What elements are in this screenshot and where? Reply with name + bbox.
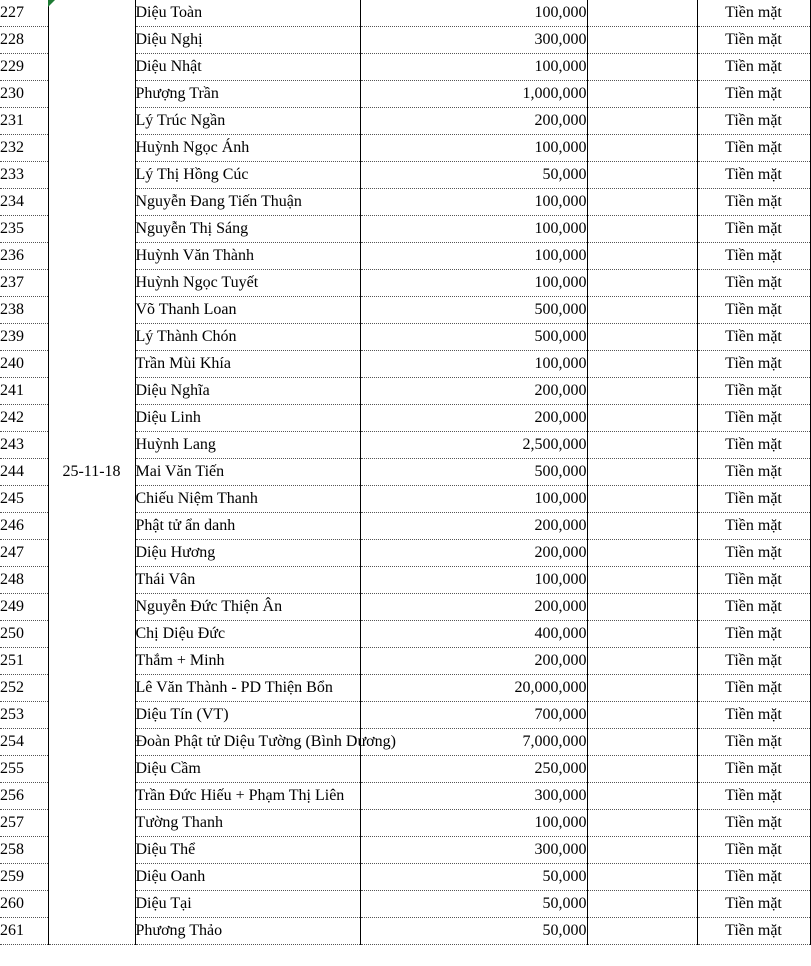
row-number-cell[interactable]: 233 [0,162,48,189]
payment-method-cell[interactable]: Tiền mặt [697,729,810,756]
payment-method-cell[interactable]: Tiền mặt [697,270,810,297]
payment-method-cell[interactable]: Tiền mặt [697,486,810,513]
empty-cell[interactable] [587,513,697,540]
donor-name-cell[interactable]: Huỳnh Văn Thành [135,243,360,270]
payment-method-cell[interactable]: Tiền mặt [697,540,810,567]
payment-method-cell[interactable]: Tiền mặt [697,108,810,135]
payment-method-cell[interactable]: Tiền mặt [697,54,810,81]
donor-name-cell[interactable]: Diệu Nghĩa [135,378,360,405]
amount-cell[interactable]: 2,500,000 [360,432,587,459]
amount-cell[interactable]: 7,000,000 [360,729,587,756]
amount-cell[interactable]: 200,000 [360,378,587,405]
payment-method-cell[interactable]: Tiền mặt [697,162,810,189]
donor-name-cell[interactable]: Lý Trúc Ngần [135,108,360,135]
row-number-cell[interactable]: 257 [0,810,48,837]
amount-cell[interactable]: 50,000 [360,891,587,918]
row-number-cell[interactable]: 232 [0,135,48,162]
empty-cell[interactable] [587,108,697,135]
amount-cell[interactable]: 100,000 [360,0,587,27]
empty-cell[interactable] [587,216,697,243]
amount-cell[interactable]: 100,000 [360,567,587,594]
donor-name-cell[interactable]: Nguyễn Thị Sáng [135,216,360,243]
payment-method-cell[interactable]: Tiền mặt [697,27,810,54]
donor-name-cell[interactable]: Tường Thanh [135,810,360,837]
donor-name-cell[interactable]: Lê Văn Thành - PD Thiện Bổn [135,675,360,702]
amount-cell[interactable]: 20,000,000 [360,675,587,702]
donor-name-cell[interactable]: Diệu Hương [135,540,360,567]
donor-name-cell[interactable]: Mai Văn Tiến [135,459,360,486]
empty-cell[interactable] [587,702,697,729]
payment-method-cell[interactable]: Tiền mặt [697,243,810,270]
donor-name-cell[interactable]: Lý Thị Hồng Cúc [135,162,360,189]
amount-cell[interactable]: 200,000 [360,648,587,675]
amount-cell[interactable]: 100,000 [360,243,587,270]
donor-name-cell[interactable]: Thắm + Minh [135,648,360,675]
row-number-cell[interactable]: 261 [0,918,48,945]
donor-name-cell[interactable]: Diệu Nhật [135,54,360,81]
donor-name-cell[interactable]: Diệu Toàn [135,0,360,27]
payment-method-cell[interactable]: Tiền mặt [697,297,810,324]
empty-cell[interactable] [587,135,697,162]
empty-cell[interactable] [587,297,697,324]
amount-cell[interactable]: 200,000 [360,594,587,621]
donor-name-cell[interactable]: Đoàn Phật tử Diệu Tường (Bình Dương) [135,729,360,756]
donor-name-cell[interactable]: Trần Đức Hiếu + Phạm Thị Liên [135,783,360,810]
payment-method-cell[interactable]: Tiền mặt [697,810,810,837]
donor-name-cell[interactable]: Diệu Tại [135,891,360,918]
row-number-cell[interactable]: 243 [0,432,48,459]
donor-name-cell[interactable]: Diệu Thể [135,837,360,864]
payment-method-cell[interactable]: Tiền mặt [697,702,810,729]
payment-method-cell[interactable]: Tiền mặt [697,783,810,810]
empty-cell[interactable] [587,324,697,351]
donor-name-cell[interactable]: Thái Vân [135,567,360,594]
empty-cell[interactable] [587,675,697,702]
donor-name-cell[interactable]: Chiếu Niệm Thanh [135,486,360,513]
empty-cell[interactable] [587,756,697,783]
donor-name-cell[interactable]: Phật tử ẩn danh [135,513,360,540]
payment-method-cell[interactable]: Tiền mặt [697,621,810,648]
row-number-cell[interactable]: 250 [0,621,48,648]
empty-cell[interactable] [587,783,697,810]
row-number-cell[interactable]: 239 [0,324,48,351]
empty-cell[interactable] [587,189,697,216]
amount-cell[interactable]: 100,000 [360,216,587,243]
empty-cell[interactable] [587,918,697,945]
row-number-cell[interactable]: 247 [0,540,48,567]
donor-name-cell[interactable]: Diệu Oanh [135,864,360,891]
empty-cell[interactable] [587,864,697,891]
row-number-cell[interactable]: 229 [0,54,48,81]
row-number-cell[interactable]: 228 [0,27,48,54]
row-number-cell[interactable]: 237 [0,270,48,297]
amount-cell[interactable]: 500,000 [360,459,587,486]
empty-cell[interactable] [587,351,697,378]
donor-name-cell[interactable]: Diệu Nghị [135,27,360,54]
row-number-cell[interactable]: 260 [0,891,48,918]
payment-method-cell[interactable]: Tiền mặt [697,513,810,540]
row-number-cell[interactable]: 242 [0,405,48,432]
amount-cell[interactable]: 300,000 [360,837,587,864]
amount-cell[interactable]: 1,000,000 [360,81,587,108]
row-number-cell[interactable]: 240 [0,351,48,378]
empty-cell[interactable] [587,891,697,918]
payment-method-cell[interactable]: Tiền mặt [697,432,810,459]
row-number-cell[interactable]: 231 [0,108,48,135]
donor-name-cell[interactable]: Nguyễn Đang Tiến Thuận [135,189,360,216]
empty-cell[interactable] [587,54,697,81]
payment-method-cell[interactable]: Tiền mặt [697,891,810,918]
row-number-cell[interactable]: 238 [0,297,48,324]
amount-cell[interactable]: 100,000 [360,54,587,81]
empty-cell[interactable] [587,594,697,621]
payment-method-cell[interactable]: Tiền mặt [697,324,810,351]
donor-name-cell[interactable]: Huỳnh Ngọc Tuyết [135,270,360,297]
date-merged-cell[interactable]: 25-11-18 [48,0,135,945]
empty-cell[interactable] [587,648,697,675]
donor-name-cell[interactable]: Huỳnh Ngọc Ánh [135,135,360,162]
amount-cell[interactable]: 200,000 [360,108,587,135]
donor-name-cell[interactable]: Diệu Tín (VT) [135,702,360,729]
empty-cell[interactable] [587,729,697,756]
empty-cell[interactable] [587,405,697,432]
amount-cell[interactable]: 50,000 [360,918,587,945]
donor-name-cell[interactable]: Nguyễn Đức Thiện Ân [135,594,360,621]
amount-cell[interactable]: 300,000 [360,783,587,810]
row-number-cell[interactable]: 255 [0,756,48,783]
payment-method-cell[interactable]: Tiền mặt [697,405,810,432]
payment-method-cell[interactable]: Tiền mặt [697,135,810,162]
empty-cell[interactable] [587,567,697,594]
amount-cell[interactable]: 250,000 [360,756,587,783]
payment-method-cell[interactable]: Tiền mặt [697,378,810,405]
payment-method-cell[interactable]: Tiền mặt [697,594,810,621]
empty-cell[interactable] [587,0,697,27]
donor-name-cell[interactable]: Diệu Linh [135,405,360,432]
donor-name-cell[interactable]: Diệu Cầm [135,756,360,783]
amount-cell[interactable]: 200,000 [360,405,587,432]
row-number-cell[interactable]: 244 [0,459,48,486]
empty-cell[interactable] [587,162,697,189]
empty-cell[interactable] [587,432,697,459]
payment-method-cell[interactable]: Tiền mặt [697,648,810,675]
empty-cell[interactable] [587,459,697,486]
amount-cell[interactable]: 400,000 [360,621,587,648]
payment-method-cell[interactable]: Tiền mặt [697,216,810,243]
donor-name-cell[interactable]: Lý Thành Chón [135,324,360,351]
payment-method-cell[interactable]: Tiền mặt [697,189,810,216]
row-number-cell[interactable]: 251 [0,648,48,675]
payment-method-cell[interactable]: Tiền mặt [697,675,810,702]
row-number-cell[interactable]: 234 [0,189,48,216]
empty-cell[interactable] [587,540,697,567]
donor-name-cell[interactable]: Võ Thanh Loan [135,297,360,324]
amount-cell[interactable]: 100,000 [360,810,587,837]
payment-method-cell[interactable]: Tiền mặt [697,81,810,108]
amount-cell[interactable]: 100,000 [360,351,587,378]
payment-method-cell[interactable]: Tiền mặt [697,864,810,891]
row-number-cell[interactable]: 227 [0,0,48,27]
amount-cell[interactable]: 50,000 [360,162,587,189]
row-number-cell[interactable]: 246 [0,513,48,540]
payment-method-cell[interactable]: Tiền mặt [697,918,810,945]
empty-cell[interactable] [587,243,697,270]
row-number-cell[interactable]: 245 [0,486,48,513]
empty-cell[interactable] [587,810,697,837]
empty-cell[interactable] [587,27,697,54]
row-number-cell[interactable]: 258 [0,837,48,864]
donor-name-cell[interactable]: Huỳnh Lang [135,432,360,459]
amount-cell[interactable]: 200,000 [360,540,587,567]
amount-cell[interactable]: 50,000 [360,864,587,891]
amount-cell[interactable]: 100,000 [360,270,587,297]
payment-method-cell[interactable]: Tiền mặt [697,837,810,864]
payment-method-cell[interactable]: Tiền mặt [697,756,810,783]
row-number-cell[interactable]: 253 [0,702,48,729]
row-number-cell[interactable]: 259 [0,864,48,891]
empty-cell[interactable] [587,486,697,513]
donor-name-cell[interactable]: Phương Thảo [135,918,360,945]
donor-name-cell[interactable]: Trần Mùi Khía [135,351,360,378]
amount-cell[interactable]: 700,000 [360,702,587,729]
row-number-cell[interactable]: 241 [0,378,48,405]
empty-cell[interactable] [587,81,697,108]
amount-cell[interactable]: 100,000 [360,189,587,216]
amount-cell[interactable]: 100,000 [360,486,587,513]
row-number-cell[interactable]: 248 [0,567,48,594]
amount-cell[interactable]: 100,000 [360,135,587,162]
amount-cell[interactable]: 500,000 [360,297,587,324]
amount-cell[interactable]: 200,000 [360,513,587,540]
payment-method-cell[interactable]: Tiền mặt [697,567,810,594]
table-row[interactable] [0,0,810,27]
cell-comment-marker [48,0,55,7]
empty-cell[interactable] [587,621,697,648]
amount-cell[interactable]: 300,000 [360,27,587,54]
donor-name-cell[interactable]: Chị Diệu Đức [135,621,360,648]
row-number-cell[interactable]: 249 [0,594,48,621]
row-number-cell[interactable]: 236 [0,243,48,270]
payment-method-cell[interactable]: Tiền mặt [697,459,810,486]
row-number-cell[interactable]: 256 [0,783,48,810]
empty-cell[interactable] [587,378,697,405]
empty-cell[interactable] [587,270,697,297]
row-number-cell[interactable]: 235 [0,216,48,243]
payment-method-cell[interactable]: Tiền mặt [697,351,810,378]
payment-method-cell[interactable]: Tiền mặt [697,0,810,27]
donor-name-cell[interactable]: Phượng Trần [135,81,360,108]
row-number-cell[interactable]: 230 [0,81,48,108]
row-number-cell[interactable]: 252 [0,675,48,702]
amount-cell[interactable]: 500,000 [360,324,587,351]
empty-cell[interactable] [587,837,697,864]
row-number-cell[interactable]: 254 [0,729,48,756]
